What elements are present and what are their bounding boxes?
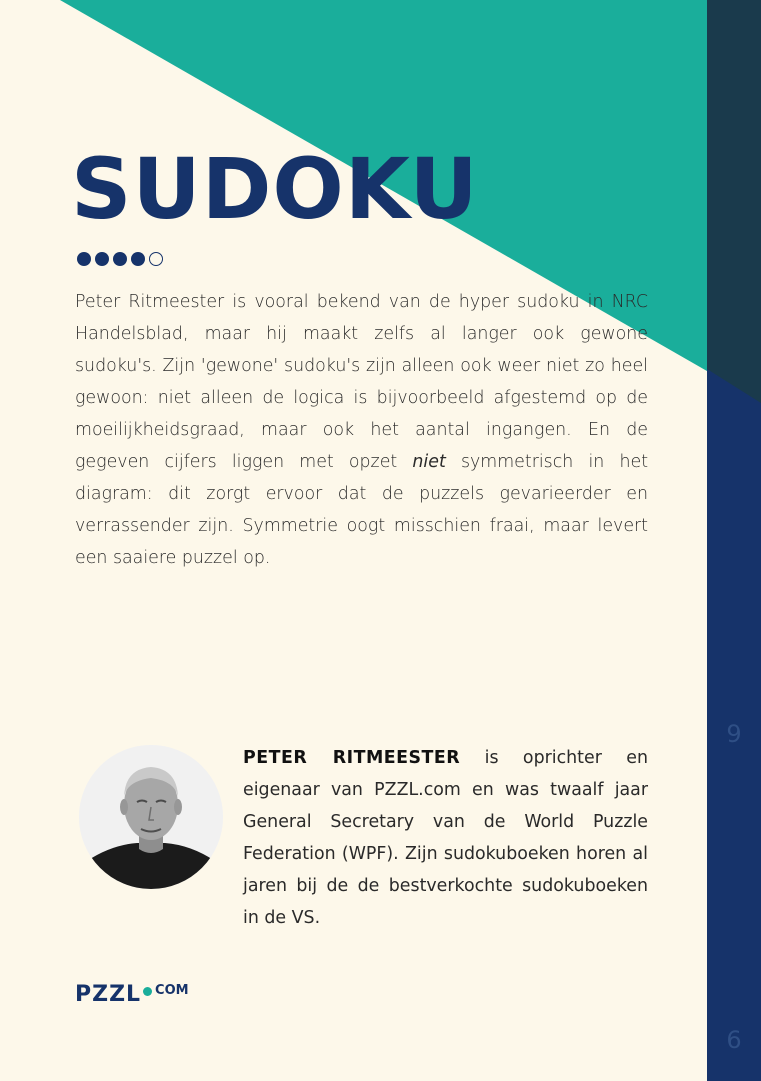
difficulty-dot-filled (95, 252, 109, 266)
difficulty-dot-filled (131, 252, 145, 266)
author-portrait (79, 745, 223, 889)
logo-suffix-text: COM (155, 983, 189, 998)
difficulty-rating (77, 252, 163, 266)
intro-text-start: Peter Ritmeester is vooral bekend van de hyper sudoku in NRC Handelsblad, maar hij maakt zelfs al langer ook gewone sudoku's. Zijn 'gewone' sudoku's zijn alleen ook weer niet zo heel gewoon: niet alleen de logica is bijvoorbeeld afgestemd op de moeilijkheidsgraad, maar ook het aantal ingangen. En de gegeven cijfers liggen met opzet (75, 292, 648, 472)
page-number-bottom: 6 (726, 1026, 742, 1054)
intro-paragraph (75, 286, 648, 574)
author-bio-text: is oprichter en eigenaar van PZZL.com en was twaalf jaar General Secretary van de World Puzzle Federation (WPF). Zijn sudokuboeken horen al jaren bij de de bestverkochte sudokuboeken in de VS. (243, 748, 648, 928)
pzzl-logo (75, 984, 189, 1006)
intro-text-end: symmetrisch in het diagram: dit zorgt ervoor dat de puzzels gevarieerder en verrassender zijn. Symmetrie oogt misschien fraai, maar levert een saaiere puzzel op. (75, 452, 649, 568)
difficulty-dot-empty (149, 252, 163, 266)
difficulty-dot-filled (77, 252, 91, 266)
difficulty-dot-filled (113, 252, 127, 266)
intro-emphasis: niet (412, 452, 446, 472)
logo-dot (143, 987, 152, 996)
author-bio (243, 742, 648, 934)
page-number-top: 9 (726, 720, 742, 748)
author-name: PETER RITMEESTER (243, 748, 461, 768)
logo-main-text: PZZL (75, 982, 142, 1007)
portrait-image (79, 745, 223, 889)
page-title: SUDOKU (71, 140, 479, 238)
